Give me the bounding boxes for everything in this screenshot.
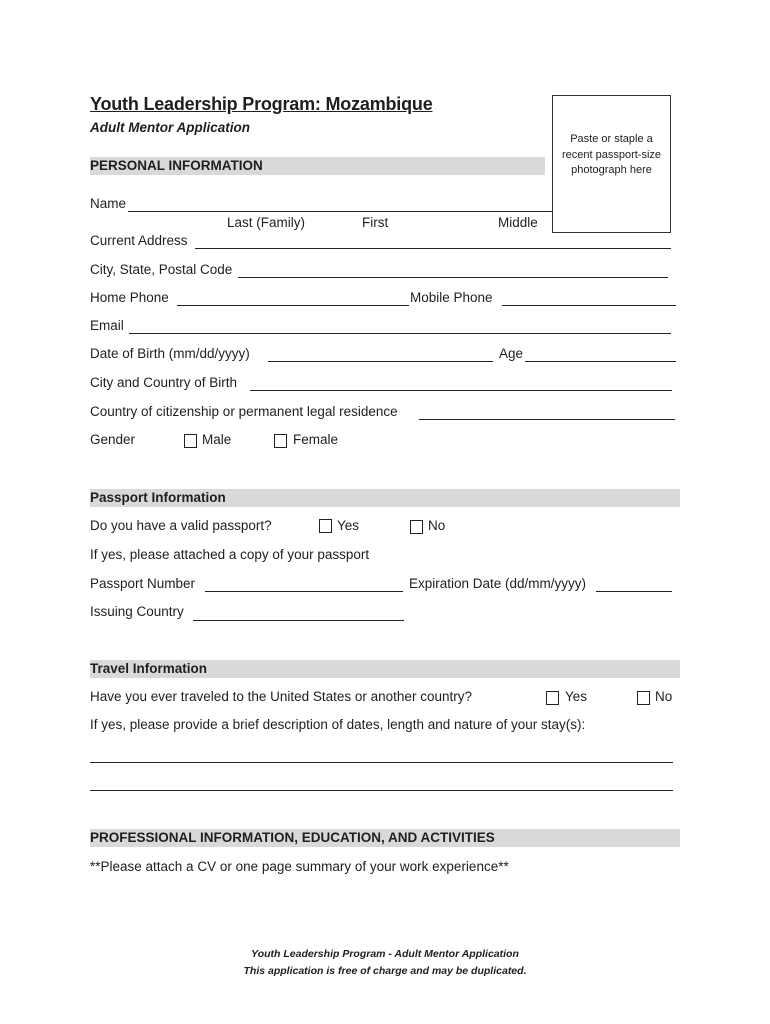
footer-line-1: Youth Leadership Program - Adult Mentor Application: [251, 948, 519, 960]
page-subtitle: Adult Mentor Application: [90, 120, 250, 135]
travel-description-line-2[interactable]: [90, 790, 673, 791]
travel-yes-checkbox[interactable]: [546, 691, 559, 705]
dob-label: Date of Birth (mm/dd/yyyy): [90, 346, 250, 361]
section-heading: Travel Information: [90, 661, 208, 676]
home-phone-label: Home Phone: [90, 290, 169, 305]
photo-placeholder-box: [552, 95, 671, 233]
footer-line-2: This application is free of charge and may be duplicated.: [243, 965, 527, 977]
passport-number-label: Passport Number: [90, 576, 196, 591]
email-label: Email: [90, 318, 124, 333]
name-first-caption: First: [362, 215, 389, 230]
travel-description-line-1[interactable]: [90, 762, 673, 763]
birth-place-label: City and Country of Birth: [90, 375, 238, 390]
mobile-phone-label: Mobile Phone: [410, 290, 493, 305]
section-professional-information: [90, 829, 680, 847]
passport-number-input-line[interactable]: [205, 591, 403, 592]
issuing-country-label: Issuing Country: [90, 604, 184, 619]
email-input-line[interactable]: [129, 333, 671, 334]
travel-no-label: No: [655, 689, 673, 704]
gender-female-label: Female: [293, 432, 339, 447]
section-personal-information: [90, 157, 545, 175]
photo-instruction: Paste or staple a recent passport-size photograph here: [561, 133, 662, 176]
city-label: City, State, Postal Code: [90, 262, 233, 277]
gender-label: Gender: [90, 432, 136, 447]
section-heading: PROFESSIONAL INFORMATION, EDUCATION, AND ACTIVITIES: [90, 830, 495, 845]
passport-yes-checkbox[interactable]: [319, 519, 332, 533]
address-label: Current Address: [90, 233, 188, 248]
age-label: Age: [499, 346, 524, 361]
name-input-line[interactable]: [128, 211, 552, 212]
section-passport-information: [90, 489, 680, 507]
birth-place-input-line[interactable]: [250, 390, 672, 391]
passport-expiration-input-line[interactable]: [596, 591, 672, 592]
name-middle-caption: Middle: [498, 215, 538, 230]
page-title: Youth Leadership Program: Mozambique: [90, 94, 433, 114]
passport-attach-note: If yes, please attached a copy of your passport: [90, 547, 370, 562]
issuing-country-input-line[interactable]: [193, 620, 404, 621]
passport-no-label: No: [428, 518, 446, 533]
gender-male-checkbox[interactable]: [184, 434, 197, 448]
travel-no-checkbox[interactable]: [637, 691, 650, 705]
home-phone-input-line[interactable]: [177, 305, 409, 306]
city-input-line[interactable]: [238, 277, 668, 278]
section-heading: Passport Information: [90, 490, 226, 505]
travel-description-prompt: If yes, please provide a brief description of dates, length and nature of your stay(s):: [90, 717, 586, 732]
citizenship-input-line[interactable]: [419, 419, 675, 420]
passport-expiration-label: Expiration Date (dd/mm/yyyy): [409, 576, 587, 591]
gender-male-label: Male: [202, 432, 232, 447]
dob-input-line[interactable]: [268, 361, 493, 362]
address-input-line[interactable]: [195, 248, 671, 249]
name-last-caption: Last (Family): [227, 215, 306, 230]
travel-yes-label: Yes: [565, 689, 588, 704]
section-heading: PERSONAL INFORMATION: [90, 158, 263, 173]
travel-question: Have you ever traveled to the United States or another country?: [90, 689, 472, 704]
gender-female-checkbox[interactable]: [274, 434, 287, 448]
name-label: Name: [90, 196, 127, 211]
passport-valid-question: Do you have a valid passport?: [90, 518, 272, 533]
passport-no-checkbox[interactable]: [410, 520, 423, 534]
passport-yes-label: Yes: [337, 518, 360, 533]
age-input-line[interactable]: [525, 361, 676, 362]
section-travel-information: [90, 660, 680, 678]
mobile-phone-input-line[interactable]: [502, 305, 676, 306]
professional-cv-note: **Please attach a CV or one page summary of your work experience**: [90, 859, 509, 874]
citizenship-label: Country of citizenship or permanent legal residence: [90, 404, 398, 419]
